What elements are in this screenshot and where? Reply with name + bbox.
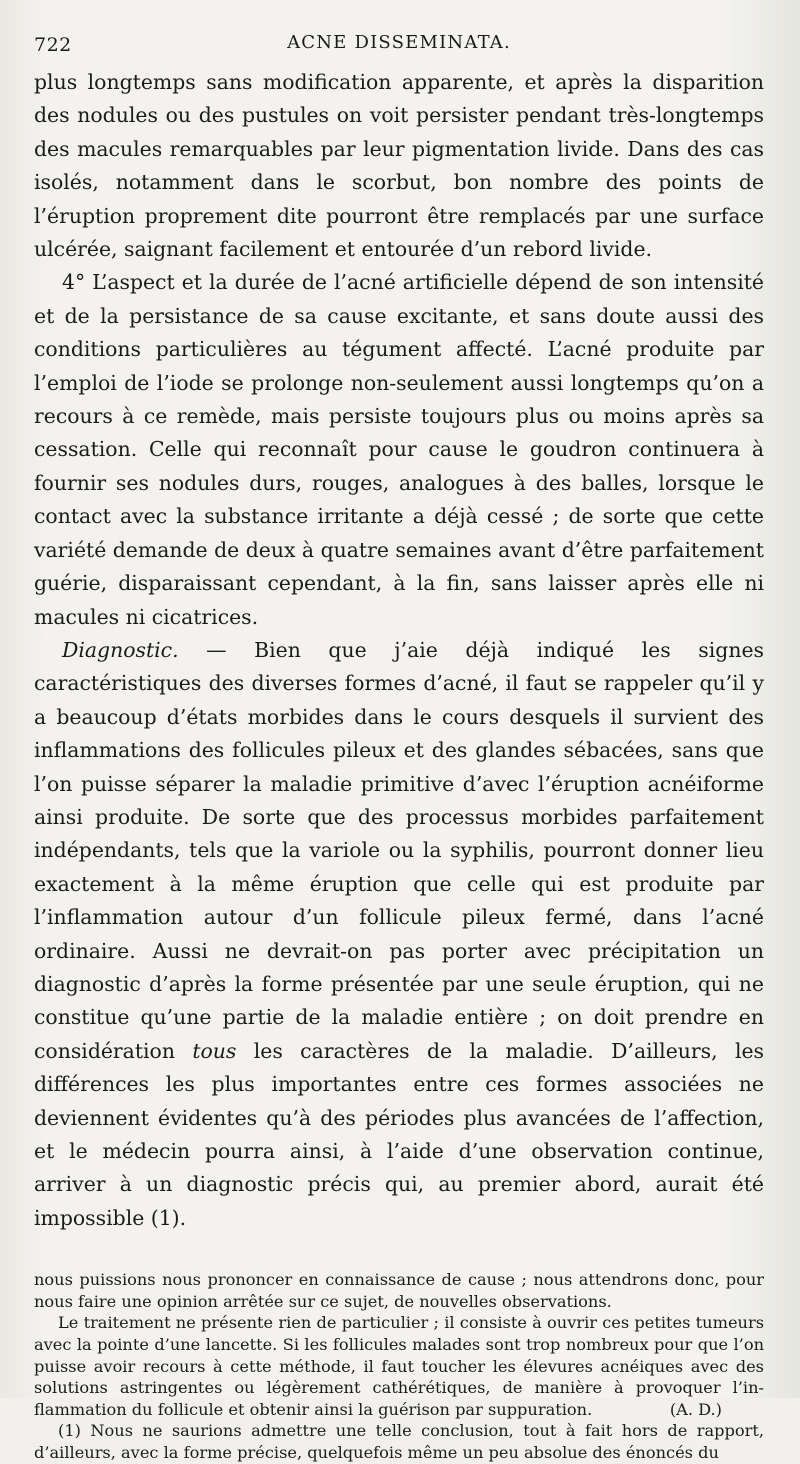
emphasis-tous: tous (192, 1038, 237, 1063)
footnote-continuation: nous puissions nous prononcer en connaissance de cause ; nous attendrons donc, pour nous faire une opinion arrêtée sur ce sujet, de nouvelles observations. (34, 1270, 764, 1311)
section-label-diagnostic: Diagnostic. (62, 637, 179, 662)
footnote-treatment-text: Le traitement ne présente rien de particulier ; il consiste à ouvrir ces petites tumeurs avec la pointe d’une lancette. Si les follicules malades sont trop nombreux pour que l’on puisse avoir recours à cette méthode, il faut toucher les élevures acnéiques avec des solutions astringentes ou légèrement cathérétiques, de manière à provoquer l’inflammation du follicule et obtenir ainsi la guérison par suppuration. (34, 1313, 764, 1419)
main-text (34, 66, 764, 1235)
page-number: 722 (34, 34, 72, 56)
running-title: ACNE DISSEMINATA. (287, 32, 511, 53)
diagnostic-text-part-1: — Bien que j’aie déjà indiqué les signes caractéristiques des diverses formes d’acné, il faut se rappeler qu’il y a beaucoup d’états morbides dans le cours desquels il survient des inflammations des follicules pileux et des glandes sébacées, sans que l’on puisse séparer la maladie primitive d’avec l’éruption acnéiforme ainsi produite. De sorte que des processus morbides parfaitement indépendants, tels que la variole ou la syphilis, pourront donner lieu exactement à la même éruption que celle qui est produite par l’inflammation autour d’un follicule pileux fermé, dans l’acné ordinaire. Aussi ne devrait-on pas porter avec précipitation un diagnostic d’après la forme présentée par une seule éruption, qui ne constitue qu’une partie de la maladie entière ; on doit prendre en considération (34, 637, 764, 1063)
footnote-1: (1) Nous ne saurions admettre une telle conclusion, tout à fait hors de rapport, d’ailleurs, avec la forme précise, quelquefois même un peu absolue des énoncés du (34, 1421, 764, 1462)
footnote-signature: (A. D.) (669, 1399, 722, 1419)
paragraph-continuation: plus longtemps sans modification apparente, et après la disparition des nodules ou des pustules on voit persister pendant très-longtemps des macules remarquables par leur pigmentation livide. Dans des cas isolés, notamment dans le scorbut, bon nombre des points de l’éruption proprement dite pourront être remplacés par une surface ulcérée, saignant facilement et entourée d’un rebord livide. (34, 70, 764, 262)
diagnostic-text-part-2: les caractères de la maladie. D’ailleurs, les différences les plus importantes entre ces formes associées ne deviennent évidentes qu’à des périodes plus avancées de l’affection, et le médecin pourra ainsi, à l’aide d’une observation continue, arriver à un diagnostic précis qui, au premier abord, aurait été impossible (1). (34, 1038, 764, 1230)
footnotes (34, 1269, 764, 1463)
footnote-treatment (34, 1312, 764, 1420)
paragraph-diagnostic (34, 634, 764, 1235)
running-head (34, 26, 764, 64)
paragraph-artificial-acne: 4° L’aspect et la durée de l’acné artificielle dépend de son intensité et de la persistance de sa cause excitante, et sans doute aussi des conditions particulières au tégument affecté. L’acné produite par l’emploi de l’iode se prolonge non-seulement aussi longtemps qu’on a recours à ce remède, mais persiste toujours plus ou moins après sa cessation. Celle qui reconnaît pour cause le goudron continuera à fournir ses nodules durs, rouges, analogues à des balles, lorsque le contact avec la substance irritante a déjà cessé ; de sorte que cette variété demande de deux à quatre semaines avant d’être parfaitement guérie, disparaissant cependant, à la fin, sans laisser après elle ni macules ni cicatrices. (34, 270, 765, 629)
